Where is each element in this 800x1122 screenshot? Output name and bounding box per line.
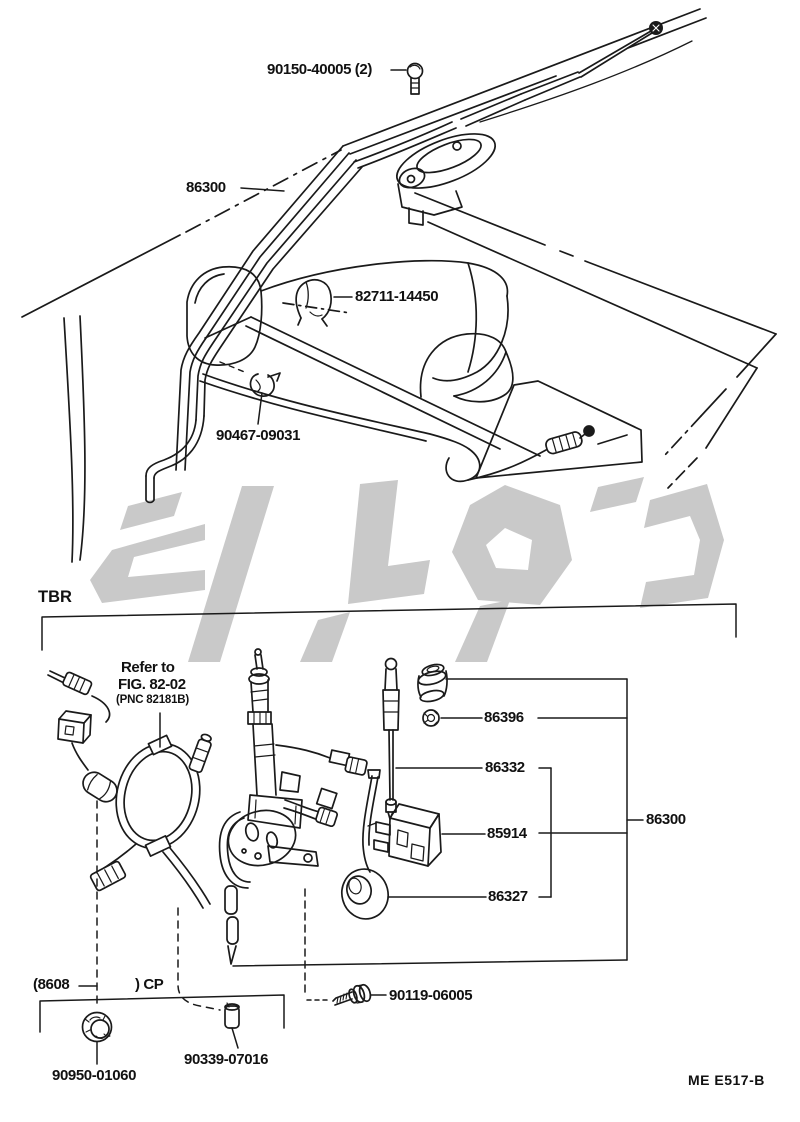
part-label-antenna-assy: 86300 — [646, 811, 686, 828]
cord-grommet-part — [336, 770, 393, 924]
part-label-grommet: 90950-01060 — [52, 1067, 137, 1084]
grommet-part — [83, 1013, 112, 1042]
part-label-antenna-top: 86300 — [186, 179, 226, 196]
part-label-cord-grommet: 86327 — [488, 888, 528, 905]
reference-note-line2: FIG. 82-02 — [118, 676, 186, 693]
part-label-mast: 86332 — [485, 759, 525, 776]
nut-part — [423, 710, 439, 726]
part-label-set-screw: 90150-40005 (2) — [267, 61, 372, 78]
part-label-nut: 86396 — [484, 709, 524, 726]
group-label-suffix: ) CP — [135, 976, 164, 993]
group-label-prefix: (8608 — [33, 976, 70, 993]
car-rear-illustration — [22, 9, 776, 562]
antenna-cord-assembly — [48, 671, 214, 908]
trim-clip-part — [296, 280, 331, 326]
base-gasket-part — [417, 662, 447, 703]
watermark-logo — [90, 477, 724, 662]
motor-antenna-assembly — [220, 649, 369, 964]
part-label-bolt: 90119-06005 — [389, 987, 473, 1004]
set-screw-part — [408, 64, 423, 95]
mast-part — [383, 659, 399, 820]
part-label-spacer: 90339-07016 — [184, 1051, 269, 1068]
bolt-part — [333, 983, 372, 1005]
spacer-part — [225, 1003, 239, 1028]
part-label-trim-clip: 82711-14450 — [355, 288, 439, 305]
cable-end-plug — [545, 426, 594, 455]
figure-code: ME E517-B — [688, 1072, 765, 1088]
reference-note-line1: Refer to — [121, 659, 175, 676]
reference-note-line3: (PNC 82181B) — [116, 694, 190, 706]
relay-part — [368, 804, 441, 866]
part-label-wiring-clip: 90467-09031 — [216, 427, 301, 444]
section-marker: TBR — [38, 588, 72, 606]
antenna-base — [390, 123, 502, 225]
part-label-relay: 85914 — [487, 825, 527, 842]
